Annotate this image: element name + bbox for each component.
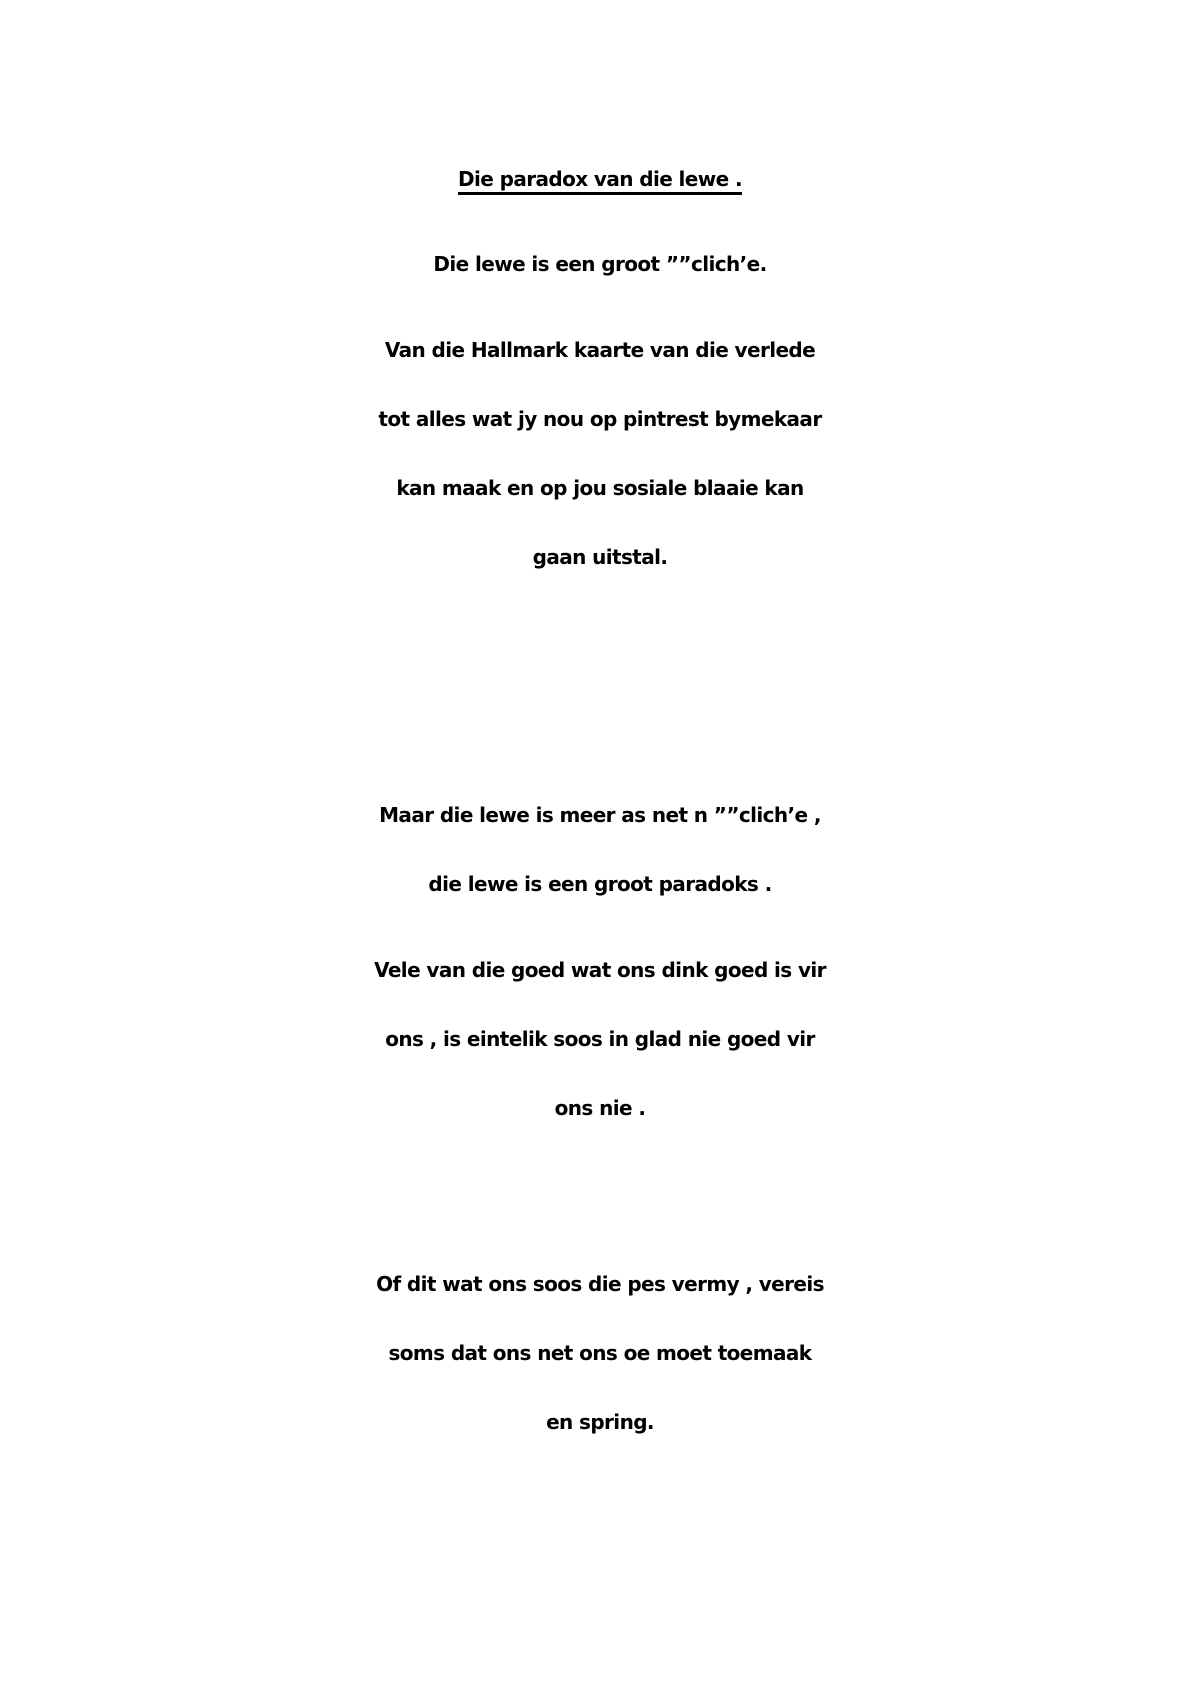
paragraph-line: soms dat ons net ons oe moet toemaak bbox=[388, 1341, 812, 1365]
paragraph-line: en spring. bbox=[546, 1410, 654, 1434]
paragraph-line: die lewe is een groot paradoks . bbox=[428, 872, 772, 896]
paragraph-line: ons , is eintelik soos in glad nie goed vir bbox=[385, 1027, 815, 1051]
paragraph-line: Maar die lewe is meer as net n ””clich’e , bbox=[379, 803, 821, 827]
document-title: Die paradox van die lewe . bbox=[458, 167, 742, 191]
paragraph-line: Van die Hallmark kaarte van die verlede bbox=[384, 338, 816, 362]
paragraph-line: Die lewe is een groot ””clich’e. bbox=[433, 252, 767, 276]
paragraph-line: Of dit wat ons soos die pes vermy , vereis bbox=[376, 1272, 824, 1296]
paragraph-line: gaan uitstal. bbox=[532, 545, 668, 569]
paragraph-line: ons nie . bbox=[554, 1096, 646, 1120]
paragraph-line: tot alles wat jy nou op pintrest bymekaar bbox=[378, 407, 822, 431]
paragraph-line: kan maak en op jou sosiale blaaie kan bbox=[396, 476, 804, 500]
paragraph-line: Vele van die goed wat ons dink goed is vir bbox=[374, 958, 826, 982]
